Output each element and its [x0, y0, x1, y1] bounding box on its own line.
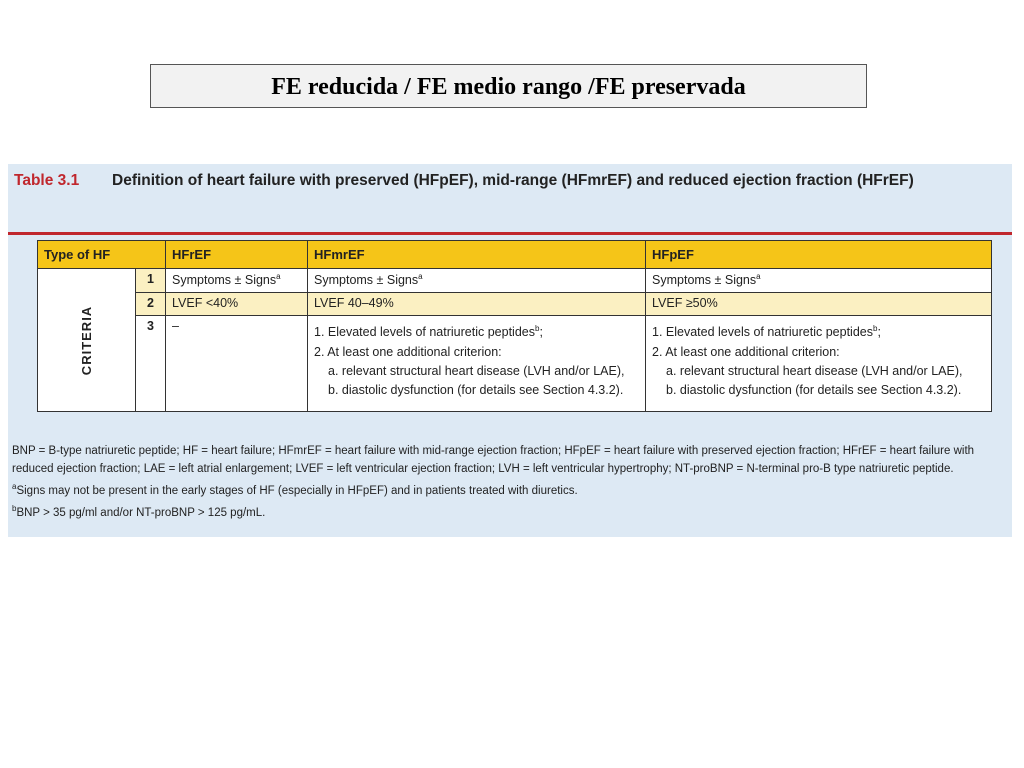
criterion-line: 2. At least one additional criterion: — [652, 344, 840, 359]
cell-hfmref: LVEF 40–49% — [308, 293, 646, 316]
cell-hfmref — [308, 269, 646, 293]
footnote-mark: b — [12, 504, 17, 514]
slide-title: FE reducida / FE medio rango /FE preservada — [150, 64, 867, 108]
footnote-a — [12, 478, 1008, 500]
cell-hfpef — [646, 269, 992, 293]
footnote-abbreviations: BNP = B-type natriuretic peptide; HF = heart failure; HFmrEF = heart failure with mid-range ejection fraction; HFpEF = heart failure with preserved ejection fraction; HFrEF = heart failure with reduced ejection fraction; LAE = left atrial enlargement; LVEF = left ventricular ejection fraction; LVH = left ventricular hypertrophy; NT-proBNP = N-terminal pro-B type natriuretic peptide. — [12, 445, 975, 475]
header-hfref: HFrEF — [166, 241, 308, 269]
row-number: 3 — [136, 316, 166, 412]
footnote-mark: a — [418, 272, 423, 281]
footnote-text: BNP > 35 pg/ml and/or NT-proBNP > 125 pg/mL. — [16, 507, 266, 520]
criterion-subline: a. relevant structural heart disease (LVH and/or LAE), — [666, 363, 963, 378]
footnote-mark: b — [872, 324, 878, 334]
footnote-mark: b — [534, 324, 540, 334]
cell-text: Symptoms ± Signs — [652, 273, 757, 288]
criterion-text: 1. Elevated levels of natriuretic peptides — [652, 325, 873, 340]
table-row — [38, 316, 992, 412]
table-row — [38, 293, 992, 316]
row-number: 2 — [136, 293, 166, 316]
table-caption — [14, 170, 1004, 192]
criterion-line — [652, 319, 985, 342]
cell-hfref: LVEF <40% — [166, 293, 308, 316]
criterion-punct: ; — [539, 325, 543, 340]
criterion-line: 2. At least one additional criterion: — [314, 344, 502, 359]
cell-text: Symptoms ± Signs — [314, 273, 419, 288]
table-row — [38, 269, 992, 293]
footnote-mark: a — [276, 272, 281, 281]
table-footnotes — [12, 443, 1008, 523]
header-hfpef: HFpEF — [646, 241, 992, 269]
table-panel — [8, 164, 1012, 537]
cell-hfref — [166, 269, 308, 293]
criterion-subline: a. relevant structural heart disease (LVH and/or LAE), — [328, 363, 625, 378]
cell-hfpef: LVEF ≥50% — [646, 293, 992, 316]
footnote-mark: a — [756, 272, 761, 281]
cell-hfpef — [646, 316, 992, 412]
table-number: Table 3.1 — [14, 172, 80, 189]
criterion-subline: b. diastolic dysfunction (for details see Section 4.3.2). — [666, 382, 962, 397]
criterion-punct: ; — [877, 325, 881, 340]
criterion-text: 1. Elevated levels of natriuretic peptides — [314, 325, 535, 340]
cell-hfref: – — [166, 316, 308, 412]
criterion-line — [314, 319, 639, 342]
criteria-label: CRITERIA — [78, 305, 94, 375]
criterion-subline: b. diastolic dysfunction (for details see Section 4.3.2). — [328, 382, 624, 397]
footnote-text: Signs may not be present in the early stages of HF (especially in HFpEF) and in patients treated with diuretics. — [16, 484, 578, 497]
header-type-of-hf: Type of HF — [38, 241, 166, 269]
footnote-b — [12, 500, 1008, 522]
cell-text: Symptoms ± Signs — [172, 273, 277, 288]
row-number: 1 — [136, 269, 166, 293]
cell-hfmref — [308, 316, 646, 412]
hf-definition-table — [37, 240, 992, 412]
caption-divider — [8, 232, 1012, 235]
table-caption-text: Definition of heart failure with preserved (HFpEF), mid-range (HFmrEF) and reduced ejection fraction (HFrEF) — [112, 172, 914, 189]
criteria-label-cell — [38, 269, 136, 412]
footnote-mark: a — [12, 482, 17, 491]
header-hfmref: HFmrEF — [308, 241, 646, 269]
table-header-row — [38, 241, 992, 269]
